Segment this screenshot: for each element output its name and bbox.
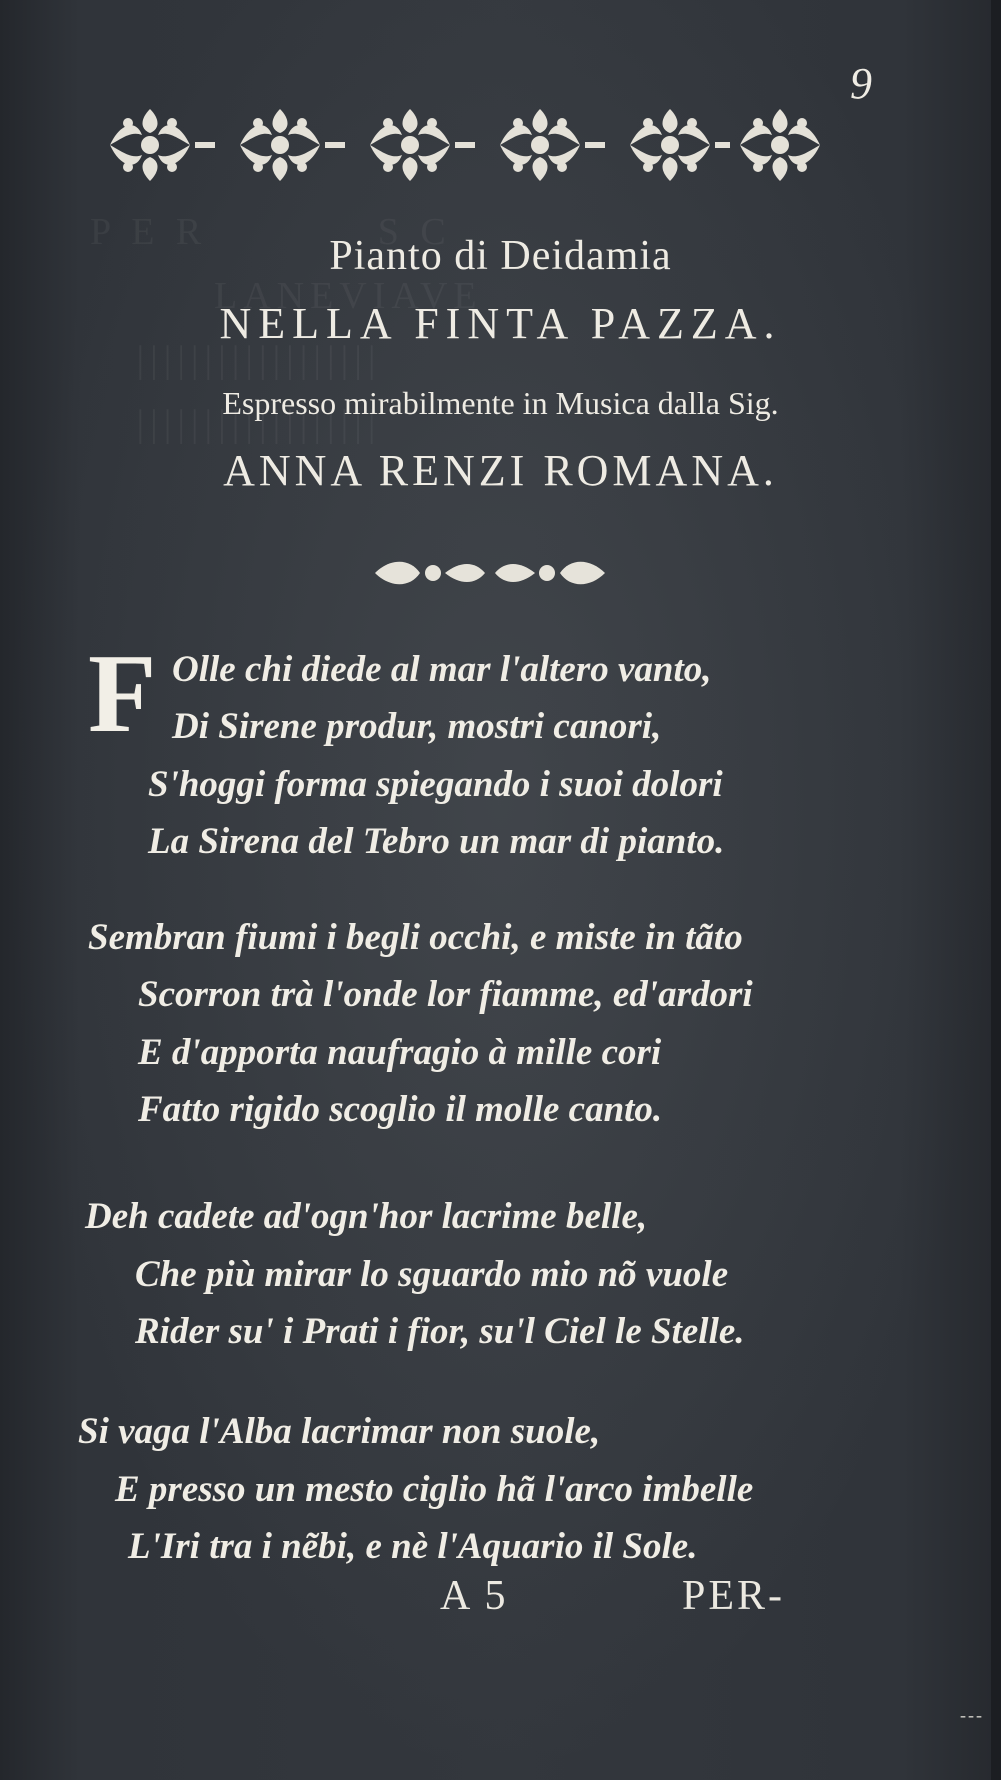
header-line-2: NELLA FINTA PAZZA. xyxy=(219,299,782,348)
verse-line: Rider su' i Prati i fior, su'l Ciel le Stelle. xyxy=(135,1311,745,1352)
verse-line: L'Iri tra i nẽbi, e nè l'Aquario il Sole. xyxy=(128,1526,698,1567)
edge-mark: --- xyxy=(960,1705,984,1725)
verse-line: Deh cadete ad'ogn'hor lacrime belle, xyxy=(85,1196,648,1237)
fleuron-headpiece xyxy=(100,100,880,190)
verse-line: Scorron trà l'onde lor fiamme, ed'ardori xyxy=(138,974,753,1015)
header-line-4: ANNA RENZI ROMANA. xyxy=(223,446,778,495)
verse-line: Olle chi diede al mar l'altero vanto, xyxy=(172,649,712,690)
catchword: PER- xyxy=(682,1573,786,1619)
fleuron-divider xyxy=(365,553,615,593)
page-number: 9 xyxy=(850,59,872,108)
verse-line: Di Sirene produr, mostri canori, xyxy=(172,706,662,747)
show-through-text: P E R S C LANEVIAVE |||||||||||||||||| |||||||||||||||||| xyxy=(90,211,483,445)
verse-line: S'hoggi forma spiegando i suoi dolori xyxy=(148,764,723,805)
verse-line: Sembran fiumi i begli occhi, e miste in tãto xyxy=(88,917,743,958)
verse-line: E d'apporta naufragio à mille cori xyxy=(138,1032,662,1073)
header-line-1: Pianto di Deidamia xyxy=(329,233,672,279)
verse-line: Che più mirar lo sguardo mio nõ vuole xyxy=(135,1254,729,1295)
verse-line: La Sirena del Tebro un mar di pianto. xyxy=(148,821,725,862)
verse-line: Fatto rigido scoglio il molle canto. xyxy=(138,1089,663,1130)
header-line-3: Espresso mirabilmente in Musica dalla Sig. xyxy=(222,385,779,421)
verse-line: E presso un mesto ciglio hã l'arco imbelle xyxy=(115,1469,754,1510)
verse-line: Si vaga l'Alba lacrimar non suole, xyxy=(78,1411,601,1452)
drop-cap-initial: F xyxy=(88,632,157,756)
signature-mark: A 5 xyxy=(440,1573,509,1619)
